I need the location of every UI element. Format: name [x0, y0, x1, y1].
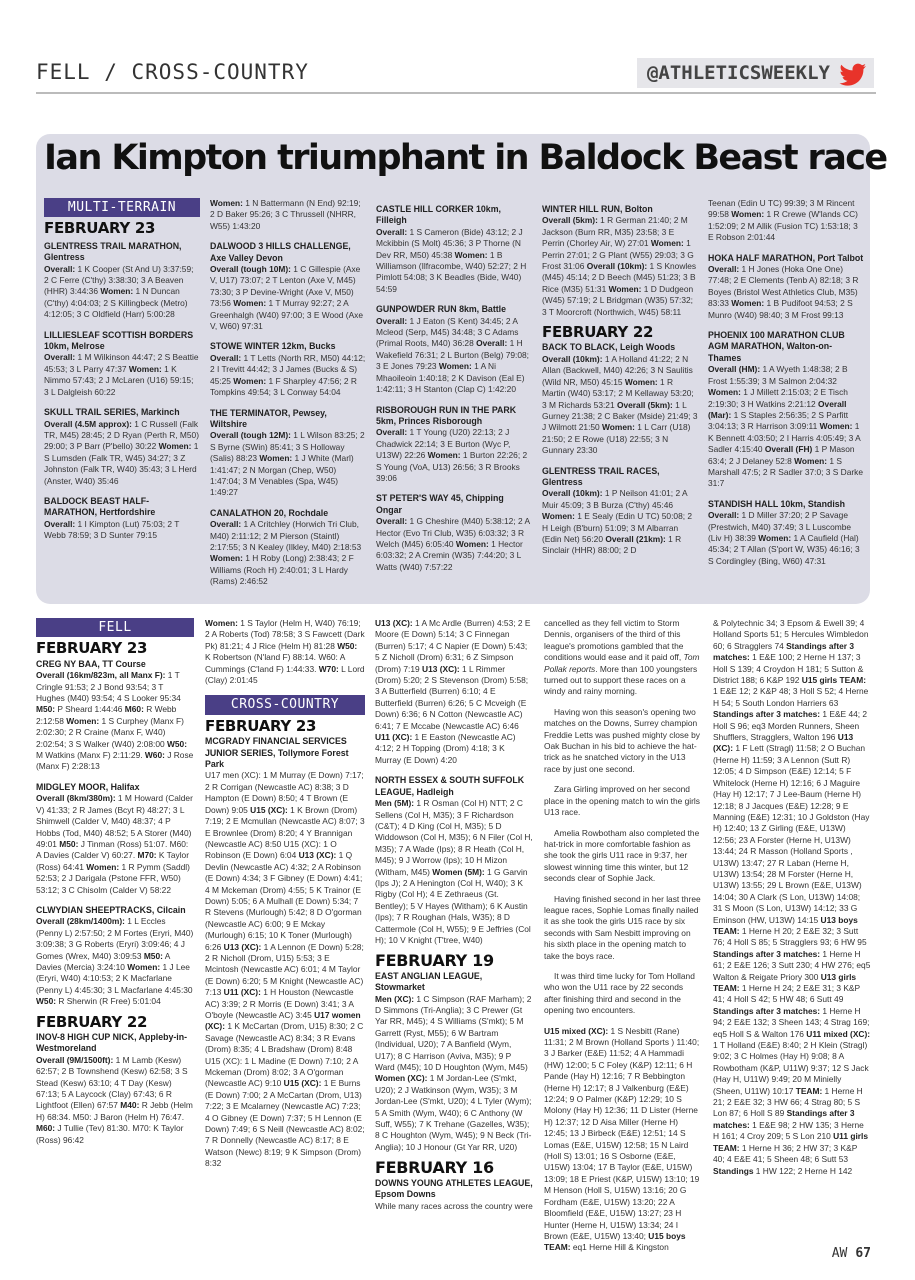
result-label: M50:: [59, 838, 79, 849]
result-label: Men (XC):: [375, 993, 415, 1004]
event-title: EAST ANGLIAN LEAGUE, Stowmarket: [375, 970, 483, 993]
result-label: Women:: [100, 286, 134, 297]
event-title: DOWNS YOUNG ATHLETES LEAGUE, Epsom Downs: [375, 1177, 533, 1200]
cross-country-tag: CROSS-COUNTRY: [205, 695, 365, 714]
result-paragraph: cancelled as they fell victim to Storm Dennis, organisers of the third of this league's promotions gambled that the conditions would ease and it paid off, Tom Pollak reports. More than 100 youngsters turned out to support these races on a windy and rainy morning.: [544, 618, 700, 697]
result-label: Women:: [210, 198, 243, 208]
results-block: [205, 736, 365, 1169]
result-paragraph: NORTH ESSEX & SOUTH SUFFOLK LEAGUE, Hadleigh Men (5M): 1 R Osman (Col H) NTT; 2 C Sellens (Col H, M35); 3 F Richardson (C&T); 4 D King (Col H, M35); 5 D Widdowson (Col H, M35); 6 N Filer (Col H, M35); 7 A Wade (Ips); 8 R Heath (Col H, M45); 9 J Worrow (Ips); 10 H Mizon (Witham, M45) Women (5M): 1 G Garvin (Ips J); 2 A Henington (Col H, W40); 3 K Rigby (Col H); 4 E Zethraeus (Gt. Bentley); 5 V Hayes (Witham); 6 K Austin (Ips); 7 R Roughan (Hals, W35); 8 D Cattermole (Col H, W55); 9 E Jeffries (Col H); 10 V Knight (T'tree, W40): [375, 775, 533, 945]
result-label: Women:: [542, 511, 575, 522]
date-heading: FEBRUARY 22: [36, 1012, 148, 1031]
date-heading: FEBRUARY 23: [36, 639, 148, 658]
result-paragraph: MCGRADY FINANCIAL SERVICES JUNIOR SERIES, Tollymore Forest Park U17 men (XC): 1 M Murray (E Down) 7:17; 2 R Corrigan (Newcastle AC) 8:38; 3 D Hampton (E Down) 8:50; 4 T Brown (E Down) 9:05 U15 (XC): 1 K Brown (Drom) 7:19; 2 E Mcmullan (Newcastle AC) 8:07; 3 E Brownlee (Drom) 8:20; 4 Y Brannigan (Newcastle AC) 8:50 U15 (XC): 1 O Robinson (E Down) 6:04 U13 (XC): 1 Q Devlin (Newcastle AC) 4:32; 2 A Robinson (E Down) 4:34; 3 F Gibney (E Down) 4:41; 4 M Mckeman (Drom) 4:55; 5 K Trainor (E Down) 5:05; 6 A Mulhall (E Down) 5:34; 7 R Stevens (Murlough) 5:42; 8 D O'gorman (Newcastle AC) 6:00; 9 E Mckay (Murlough) 6:15; 10 K Toner (Murlough) 6:26 U13 (XC): 1 A Lennon (E Down) 5:28; 2 R Nicholl (Drom, U15) 5:53; 3 E Mcintosh (Newcastle AC) 6:01; 4 M Taylor (E Down) 6:20; 5 M Knight (Newcastle AC) 7:13 U11 (XC): 1 H Houston (Newcastle AC) 3:39; 2 R Morris (E Down) 3:41; 3 A O'boyle (Newcastle AC) 3:45 U17 women (XC): 1 K McCartan (Drom, U15) 8:30; 2 C Savage (Newcastle AC) 8:34; 3 R Evans (Drom) 8:35; 4 L Bradshaw (Drom) 8:48 U15 (XC): 1 L Madine (E Down) 7:10; 2 A Mckeman (Drom) 8:02; 3 A O'gorman (Newcastle AC) 9:10 U15 (XC): 1 E Burns (E Down) 7:00; 2 A McCartan (Drom, U13) 7:22; 3 E Mcalarney (Newcastle AC) 7:23; 4 O Gibney (E Down) 7:37; 5 H Lennon (E Down) 7:49; 6 S Neill (Newcastle AC) 8:02; 7 R Donnelly (Newcastle AC) 8:17; 8 E Watson (Newc) 8:19; 9 K Simpson (Drom) 8:32: [205, 736, 365, 1169]
result-paragraph: FEBRUARY 16 DOWNS YOUNG ATHLETES LEAGUE, Epsom Downs While many races across the country were: [375, 1158, 533, 1211]
result-label: U15 (XC):: [250, 804, 288, 815]
event-title: BALDOCK BEAST HALF-MARATHON, Hertfordshire: [44, 495, 156, 518]
result-label: Standings after 3 matches:: [713, 1005, 821, 1016]
result-label: Overall (Mar):: [708, 398, 847, 420]
date-heading: FEBRUARY 23: [44, 219, 156, 238]
result-label: U17 women (XC):: [205, 1010, 361, 1032]
result-label: Overall:: [44, 518, 76, 529]
result-label: Overall (FH): [764, 444, 813, 455]
top-bar: [36, 56, 874, 92]
result-label: Women:: [128, 363, 162, 374]
result-paragraph: HOKA HALF MARATHON, Port Talbot Overall: 1 H Jones (Hoka One One) 77:48; 2 E Clements (Tenb A) 82:18; 3 R Boyes (Bristol West Athletics Club, M35) 83:33 Women: 1 B Pudifoot 94:53; 2 S Munro (W40) 98:40; 3 M Frost 99:13: [708, 252, 864, 320]
result-label: W50:: [36, 996, 57, 1007]
result-label: U15 boys TEAM:: [544, 1230, 686, 1253]
result-label: Overall (21km):: [605, 533, 666, 544]
date-heading: FEBRUARY 23: [205, 716, 317, 735]
result-label: M60:: [124, 704, 144, 715]
results-block: [44, 241, 200, 542]
event-title: ST PETER'S WAY 45, Chipping Ongar: [376, 493, 504, 515]
result-label: Overall:: [376, 226, 408, 237]
result-label: U13 (XC):: [223, 941, 262, 952]
event-title: GUNPOWDER RUN 8km, Battle: [376, 304, 507, 315]
result-label: Overall:: [210, 519, 242, 530]
event-title: RISBOROUGH RUN IN THE PARK 5km, Princes Risborough: [376, 404, 517, 426]
result-label: Overall (tough 12M):: [210, 430, 291, 441]
event-title: SKULL TRAIL SERIES, Markinch: [44, 407, 180, 418]
event-title: HOKA HALF MARATHON, Port Talbot: [708, 252, 864, 263]
lower-col-2: [205, 618, 365, 1179]
result-label: U11 mixed (XC):: [806, 1028, 871, 1039]
result-paragraph: PHOENIX 100 MARATHON CLUB AGM MARATHON, Walton-on-Thames Overall (HM): 1 A Wyeth 1:48:38; 2 B Frost 1:55:39; 3 M Salmon 2:04:32 Women: 1 J Millett 2:15:03; 2 E Tisch 2:19:30; 3 H Watkins 2:21:12 Overall (Mar): 1 S Staples 2:56:35; 2 S Parfitt 3:04:13; 3 R Harrison 3:09:11 Women: 1 K Bennett 4:03:50; 2 I Harris 4:05:49; 3 A Sadler 4:15:40 Overall (FH) 1 P Mason 63:4; 2 J Delaney 52:8 Women: 1 S Marshall 47:5; 2 R Sadler 37:0; 3 S Darke 31:7: [708, 330, 864, 489]
result-label: U13 boys TEAM:: [713, 914, 858, 936]
result-label: Standings after 3 matches:: [713, 1108, 855, 1130]
result-label: Overall:: [44, 352, 76, 363]
result-label: Standings after 3 matches:: [713, 709, 821, 720]
result-label: Women:: [794, 455, 828, 466]
lower-col-4: [544, 618, 702, 1263]
result-paragraph: LILLIESLEAF SCOTTISH BORDERS 10km, Melrose Overall: 1 M Wilkinson 44:47; 2 S Beattie 45:53; 3 L Parry 47:37 Women: 1 K Nimmo 57:43; 2 J McLaren (U16) 59:15; 3 L Dalgleish 60:22: [44, 329, 199, 397]
event-title: GLENTRESS TRAIL MARATHON, Glentress: [44, 240, 182, 263]
event-title: MCGRADY FINANCIAL SERVICES JUNIOR SERIES, Tollymore Forest Park: [205, 736, 349, 770]
event-title: CLWYDIAN SHEEPTRACKS, Cilcain: [36, 904, 186, 915]
result-label: Women:: [86, 861, 120, 872]
result-label: Overall (5km):: [616, 399, 673, 410]
event-title: MIDGLEY MOOR, Halifax: [36, 781, 140, 792]
result-paragraph: STOWE WINTER 12km, Bucks Overall: 1 T Letts (North RR, M50) 44:12; 2 I Trevitt 44:42; 3 J James (Bucks & S) 45:25 Women: 1 F Sharpley 47:56; 2 R Tompkins 49:54; 3 L Conway 54:04: [210, 341, 366, 398]
result-paragraph: GLENTRESS TRAIL RACES, Glentress Overall (10km): 1 P Neilson 41:01; 2 A Muir 45:09; 3 B Burza (C'thy) 45:46 Women: 1 E Sealy (Edin U TC) 50:08; 2 H Leigh (B'burn) 51:09; 3 M Albarran (Edin Net) 56:20 Overall (21km): 1 R Sinclair (HHR) 88:00; 2 D: [542, 466, 698, 557]
result-label: Women:: [210, 553, 243, 564]
result-label: Standings after 3 matches:: [713, 640, 855, 663]
result-paragraph: U13 (XC): 1 A Mc Ardle (Burren) 4:53; 2 E Moore (E Down) 5:14; 3 C Finnegan (Burren) 5:17; 4 C Napier (E Down) 5:43; 5 Z Nicholl (Drom) 6:31; 6 Z Simpson (Drom) 7:19 U13 (XC): 1 L Rimmer (Drom) 5:20; 2 S Stevenson (Drom) 5:58; 3 A Butterfield (Burren) 6:10; 4 E Butterfield (Burren) 6:26; 5 C Mcveigh (E Down) 6:36; 6 N Cotton (Newcastle AC) 6:41; 7 E Mccabe (Newcastle AC) 6:46 U11 (XC): 1 E Easton (Newcastle AC) 4:12; 2 H Topping (Drom) 4:18; 3 K Murray (E Down) 4:20: [375, 618, 531, 765]
result-label: Overall:: [376, 427, 408, 438]
result-label: Overall:: [708, 510, 740, 521]
result-label: U13 (XC):: [422, 663, 460, 674]
result-label: Women:: [758, 532, 792, 543]
result-label: Women:: [708, 387, 741, 398]
result-label: U13 (XC):: [298, 850, 337, 861]
handle-text: @ATHLETICSWEEKLY: [646, 62, 830, 84]
result-label: Overall (5km):: [542, 215, 598, 226]
result-label: Women:: [66, 715, 100, 726]
result-label: Women:: [731, 209, 765, 220]
event-title: GLENTRESS TRAIL RACES, Glentress: [542, 465, 660, 487]
page-number: 67: [855, 1246, 871, 1261]
result-label: Women:: [233, 375, 267, 386]
result-paragraph: RISBOROUGH RUN IN THE PARK 5km, Princes Risborough Overall: 1 T Young (U20) 22:13; 2 J Chadwick 22:14; 3 E Burton (Wyc P, U13W) 22:26 Women: 1 Burton 22:26; 2 S Young (VoA, U13) 26:56; 3 R Brooks 39:06: [376, 405, 532, 485]
event-title: CANALATHON 20, Rochdale: [210, 507, 329, 518]
result-label: Women:: [602, 422, 635, 433]
section-label: FELL / CROSS-COUNTRY: [36, 60, 309, 84]
result-paragraph: It was third time lucky for Tom Holland who won the U11 race by 22 seconds after finishing third and second in the opening two encounters.: [544, 970, 695, 1016]
result-paragraph: ST PETER'S WAY 45, Chipping Ongar Overall: 1 G Cheshire (M40) 5:38:12; 2 A Hector (Evo Tri Club, W35) 6:03:32; 3 R Welch (M45) 6:05:40 Women: 1 Hector 6:03:32; 2 A Cremin (W35) 7:44:20; 3 L Watts (W40) 7:57:22: [376, 493, 532, 573]
results-block: [36, 659, 194, 1008]
headline: Ian Kimpton triumphant in Baldock Beast race: [44, 138, 887, 178]
result-label: M50:: [143, 950, 163, 961]
multi-col-1: [44, 198, 200, 551]
result-label: Overall (9M/1500ft):: [36, 1054, 114, 1065]
date-heading: FEBRUARY 19: [375, 951, 494, 971]
result-label: Standings: [713, 1165, 754, 1176]
event-title: LILLIESLEAF SCOTTISH BORDERS 10km, Melrose: [44, 329, 194, 352]
result-label: Overall (10km):: [586, 261, 648, 272]
result-paragraph: Teenan (Edin U TC) 99:39; 3 M Rincent 99:58 Women: 1 R Crewe (W'lands CC) 1:52:09; 2 M Allik (Fusion TC) 1:53:18; 3 E Robson 2:01:44: [708, 198, 858, 243]
fell-col: [36, 618, 194, 1155]
fell-tag: FELL: [36, 618, 194, 637]
result-label: Women:: [127, 961, 161, 972]
result-label: Overall:: [44, 263, 76, 274]
multi-col-4: [542, 198, 698, 566]
page-footer: [832, 1246, 871, 1261]
result-paragraph: FEBRUARY 19 EAST ANGLIAN LEAGUE, Stowmarket Men (XC): 1 C Simpson (RAF Marham); 2 D Simmons (Tri-Anglia); 3 C Prewer (Gt Yar RR, M45); 4 S Williams (S'mkt); 5 M Garrett (Ryst, M55); 6 W Bartram (Individual, U20); 7 A Banfield (Wym, U17); 8 C Harrison (Aviva, M35); 9 P Ward (M45); 10 D Houghton (Wym, M45) Women (XC): 1 M Jordan-Lee (S'mkt, U20); 2 J Watkinson (Wym, W35); 3 M Jordan-Lee (S'mkt, U20); 4 L Tyler (Wym); 5 A Smith (Wym, W40); 6 C Anthony (W Suff, W55); 7 K Trehane (Gazelles, W35); 8 C Houghton (Wym, W45); 9 N Beck (Tri-Anglia); 10 J Honour (Gt Yar RR, U20): [375, 951, 532, 1152]
result-label: Women:: [233, 298, 267, 309]
result-paragraph: GUNPOWDER RUN 8km, Battle Overall: 1 J Eaton (S Kent) 34:45; 2 A Mcleod (Serp, M45) 34:48; 3 C Adams (Primal Roots, M40) 36:28 Overall: 1 H Wakefield 76:31; 2 L Burton (Belg) 79:08; 3 E Jones 79:23 Women: 1 A Ni Mhaoileoin 1:40:18; 2 K Davison (Eal E) 1:42:11; 3 H Stanton (Clap C) 1:42:20: [376, 304, 532, 395]
result-label: Women:: [438, 361, 472, 372]
result-paragraph: Amelia Rowbotham also completed the hat-trick in more comfortable fashion as she took the girls U11 race in 9:37, her slowest winning time this winter, but 12 seconds clear of Sophie Jack.: [544, 827, 700, 884]
multi-col-2: [210, 198, 366, 597]
results-block: [36, 1032, 194, 1146]
event-title: INOV-8 HIGH CUP NICK, Appleby-in-Westmoreland: [36, 1032, 188, 1054]
result-paragraph: Women: 1 N Battermann (N End) 92:19; 2 D Baker 95:26; 3 C Thrussell (NHRR, W55) 1:43:20: [210, 198, 361, 231]
result-label: Overall:: [210, 352, 242, 363]
result-paragraph: U15 mixed (XC): 1 S Nesbitt (Rane) 11:31; 2 M Brown (Holland Sports ) 11:40; 3 J Barker (E&E) 11:52; 4 A Hammadi (HW) 12:00; 5 C Foley (K&P) 12:11; 6 H Pande (Hay H) 12:16; 7 R Bebbington (Herne H) 12:17; 8 J Valkenburg (E&E) 12:24; 9 O Palmer (K&P) 12:29; 10 S Molony (Hay H) 12:36; 11 D Lister (Herne H) 12:37; 12 D Aisa Miller (Herne H) 12:45; 13 J Birbeck (E&E) 12:51; 14 S Lomas (E&E, U15W) 12:58; 15 N Laird (Holl S) 13:01; 16 S Osborne (E&E, U15W) 13:04; 17 B Taylor (E&E, U15W) 13:09; 18 E Priest (K&P, U15W) 13:10; 19 M Henson (Holl S, U15W) 13:16; 20 G Fordham (E&E, U15W) 13:20; 22 A Bloomfield (E&E, U15W) 13:27; 23 H Hunter (Herne H, U15W) 13:34; 24 I Brown (E&E, U15W) 13:40; U15 boys TEAM: eq1 Herne Hill & Kingston: [544, 1025, 700, 1253]
result-paragraph: CLWYDIAN SHEEPTRACKS, Cilcain Overall (28km/1400m): 1 L Eccles (Penny L) 2:57:50; 2 M Fortes (Eryri, M40) 3:09:38; 3 G Roberts (Eryri) 3:09:46; 4 J Gomes (Wrex, M40) 3:09:53 M50: A Davies (Mercia) 3:24:10 Women: 1 J Lee (Eryri, W40) 4:10:53; 2 K Macfarlane (Penny L) 4:45:30; 3 L Macfarlane 4:45:30 W50: R Sherwin (R Free) 5:01:04: [36, 904, 194, 1007]
date-heading: FEBRUARY 16: [375, 1158, 494, 1178]
result-paragraph: INOV-8 HIGH CUP NICK, Appleby-in-Westmoreland Overall (9M/1500ft): 1 M Lamb (Kesw) 62:57; 2 B Townshend (Kesw) 62:58; 3 S Stead (Kesw) 63:10; 4 T Day (Kesw) 67:13; 5 A Laycock (Clay) 67:43; 6 R Lightfoot (Ellen) 67:57 M40: R Jebb (Helm H) 68:34. M50: J Baron (Helm H) 76:47. M60: J Tullie (Tev) 81:30. M70: K Taylor (Ross) 96:42: [36, 1032, 193, 1145]
result-label: Overall:: [476, 338, 508, 349]
twitter-bird-icon: [838, 61, 868, 89]
result-label: M40:: [120, 1100, 140, 1111]
multi-terrain-tag: MULTI-TERRAIN: [44, 198, 200, 217]
event-title: STOWE WINTER 12km, Bucks: [210, 341, 336, 352]
result-label: U13 girls TEAM:: [713, 971, 857, 993]
result-label: W50:: [166, 738, 187, 749]
result-paragraph: Having finished second in her last three league races, Sophie Lomas finally nailed it as she took the girls U15 race by six seconds with Sam Nesbitt improving on his sixth place in the opening match to take the boys race.: [544, 893, 701, 961]
result-label: Women:: [731, 298, 765, 309]
result-label: M70:: [137, 850, 157, 861]
event-title: DALWOOD 3 HILLS CHALLENGE, Axe Valley Devon: [210, 241, 351, 263]
result-label: Women:: [454, 249, 488, 260]
results-block: [205, 618, 365, 686]
event-title: WINTER HILL RUN, Bolton: [542, 204, 653, 214]
result-label: Overall:: [376, 315, 408, 326]
result-label: TEAM:: [795, 1085, 823, 1096]
result-label: U13 (XC):: [713, 732, 854, 754]
result-paragraph: Zara Girling improved on her second place in the opening match to win the girls U13 race.: [544, 784, 700, 818]
event-title: CASTLE HILL CORKER 10km, Filleigh: [376, 204, 501, 226]
result-paragraph: CASTLE HILL CORKER 10km, Filleigh Overall: 1 S Cameron (Bide) 43:12; 2 J Mckibbin (S Molt) 45:36; 3 P Thorne (N Dev RR, M50) 45:38 Women: 1 B Williamson (Ilfracombe, W40) 52:27; 2 H Pimlott 54:08; 3 K Beadles (Bide, W40) 54:59: [376, 204, 532, 295]
result-paragraph: SKULL TRAIL SERIES, Markinch Overall (4.5M approx): 1 C Russell (Falk TR, M45) 28:45; 2 D Ryan (Perth R, M50) 29:00; 3 P Barr (P'bello) 30:22 Women: 1 S Lumsden (Falk TR, W45) 34:27; 3 Z Johnston (Falk TR, W40) 35:43; 3 L Herd (Anster, W40) 35:46: [44, 407, 199, 486]
result-label: Overall (tough 10M):: [210, 264, 291, 275]
result-label: U15 (XC):: [283, 1078, 322, 1089]
event-title: STANDISH HALL 10km, Standish: [708, 498, 846, 509]
result-label: Women (5M):: [432, 866, 485, 877]
result-label: Women:: [427, 450, 461, 461]
result-label: U15 girls TEAM:: [801, 675, 866, 686]
lower-col-3: [375, 618, 533, 1221]
event-title: BACK TO BLACK, Leigh Woods: [542, 342, 676, 353]
result-label: W60:: [144, 750, 165, 761]
result-label: Overall (28km/1400m):: [36, 916, 125, 927]
result-label: Women:: [455, 538, 489, 549]
result-label: Women:: [158, 441, 192, 452]
result-label: Tom Pollak reports: [544, 652, 700, 674]
result-label: W70:: [318, 663, 339, 674]
result-paragraph: Women: 1 S Taylor (Helm H, W40) 76:19; 2 A Roberts (Tod) 78:58; 3 S Fawcett (Dark Pk) 81:21; 4 J Rice (Helm H) 81:28 W50: K Robertson (N'land F) 88:14. W60: A Cummings (C'land F) 1:44:33. W70: L Lord (Clay) 2:01:45: [205, 618, 365, 686]
result-label: Women:: [650, 238, 684, 249]
result-label: Women:: [819, 421, 853, 432]
result-label: Overall (HM):: [708, 364, 761, 375]
magazine-name: AW: [831, 1246, 848, 1261]
result-label: Overall (16km/823m, all Manx F):: [36, 670, 166, 681]
event-title: PHOENIX 100 MARATHON CLUB AGM MARATHON, Walton-on-Thames: [708, 330, 845, 363]
result-label: M50:: [36, 704, 56, 715]
result-label: U11 girls TEAM:: [713, 1131, 869, 1153]
result-label: Standings after 3 matches:: [713, 948, 821, 959]
result-label: U13 (XC):: [375, 618, 413, 628]
result-label: Overall (8km/380m):: [36, 793, 116, 804]
result-label: W50:: [337, 640, 358, 651]
result-paragraph: MIDGLEY MOOR, Halifax Overall (8km/380m): 1 M Howard (Calder V) 41:33; 2 R James (Bcyt R) 48:27; 3 L Shimwell (Calder V, M40) 48:37; 4 P Hobbs (Tod, M40) 48:52; 5 A Storer (M40) 49:01 M50: J Tinman (Ross) 51:07. M60: A Davies (Calder V) 60:27. M70: K Taylor (Ross) 64:41 Women: 1 R Pymm (Saddl) 52:53; 2 J Darigala (Pstone FFR, W50) 53:12; 3 C Chisolm (Calder V) 58:22: [36, 781, 193, 895]
result-label: U11 (XC):: [375, 732, 413, 743]
result-label: Women (XC):: [375, 1073, 428, 1084]
lower-col-5: [713, 618, 871, 1186]
result-label: Overall:: [376, 516, 408, 527]
twitter-handle[interactable]: [637, 58, 874, 88]
result-label: Overall (10km):: [542, 353, 603, 364]
result-label: Women:: [205, 618, 238, 628]
result-paragraph: THE TERMINATOR, Pewsey, Wiltshire Overall (tough 12M): 1 L Wilson 83:25; 2 S Byrne (SWin) 85:41; 3 S Holloway (Salis) 88:23 Women: 1 J White (Marl) 1:41:47; 2 N Morgan (Chep, W50) 1:47:04; 3 M Venables (Spa, W45) 1:49:27: [210, 407, 365, 498]
result-label: M60:: [36, 1123, 56, 1134]
result-paragraph: CANALATHON 20, Rochdale Overall: 1 A Critchley (Horwich Tri Club, M40) 2:11:12; 2 M Pierson (Staintl) 2:17:55; 3 N Kealey (Ilkley, M40) 2:18:53 Women: 1 H Roby (Long) 2:38:43; 2 F Williams (Roch H) 2:40:01; 3 L Hardy (Rams) 2:46:52: [210, 508, 366, 588]
date-heading: FEBRUARY 22: [542, 323, 654, 342]
result-paragraph: Having won this season's opening two matches on the Downs, Surrey champion Freddie Letts was pushed mighty close by Oak Buchan in his bid to achieve the hat-trick as he snatched victory in the U13 race by just one second.: [544, 706, 700, 774]
result-label: Women:: [608, 283, 642, 294]
result-paragraph: GLENTRESS TRAIL MARATHON, Glentress Overall: 1 K Cooper (St And U) 3:37:59; 2 C Ferre (C'thy) 3:38:30; 3 A Beaven (HHR) 3:44:36 Women: 1 N Duncan (C'thy) 4:04:03; 2 S Killingbeck (Metro) 4:12:05; 3 C Oldfield (Harr) 5:00:28: [44, 241, 200, 321]
result-paragraph: BALDOCK BEAST HALF-MARATHON, Hertfordshire Overall: 1 I Kimpton (Lut) 75:03; 2 T Webb 78:59; 3 D Sunter 79:15: [44, 496, 200, 542]
result-paragraph: CREG NY BAA, TT Course Overall (16km/823m, all Manx F): 1 T Cringle 91:53; 2 J Bond 93:54; 3 T Hughes (M40) 93:54; 4 S Looker 95:34 M50: P Sheard 1:44:46 M60: R Webb 2:12:58 Women: 1 S Curphey (Manx F) 2:02:30; 2 R Craine (Manx F, W40) 2:02:54; 3 S Walker (W40) 2:08:00 W50: M Watkins (Manx F) 2:11:29. W60: J Rose (Manx F) 2:28:13: [36, 658, 194, 772]
event-title: CREG NY BAA, TT Course: [36, 658, 146, 669]
result-label: Women:: [259, 453, 293, 464]
result-label: Overall (4.5M approx):: [44, 418, 132, 429]
multi-col-3: [376, 198, 532, 582]
result-label: Overall (10km):: [542, 488, 603, 499]
result-label: Overall:: [708, 264, 740, 275]
result-paragraph: STANDISH HALL 10km, Standish Overall: 1 D Miller 37:20; 2 P Savage (Prestwich, M40) 37:49; 3 L Luscombe (Liv H) 38:39 Women: 1 A Caufield (Hal) 45:34; 2 T Allan (S'port W, W35) 46:16; 3 S Cordingley (Bing, W60) 47:31: [708, 499, 864, 567]
event-title: THE TERMINATOR, Pewsey, Wiltshire: [210, 407, 327, 429]
result-label: Men (5M):: [375, 798, 415, 809]
result-paragraph: WINTER HILL RUN, Bolton Overall (5km): 1 R German 21:40; 2 M Jackson (Burn RR, M35) 23:58; 3 E Perrin (Chorley Air, W) 27:01 Women: 1 Perrin 27:01; 2 G Plant (W55) 29:03; 3 G Frost 31:06 Overall (10km): 1 S Knowles (M45) 45:14; 2 D Beech (M45) 51:23; 3 B Rice (M35) 51:31 Women: 1 D Dudgeon (W45) 57:19; 2 L Bridgman (W35) 57:32; 3 T Moorcroft (Northwich, W45) 58:11: [542, 204, 697, 317]
header-rule: [36, 92, 876, 94]
multi-col-5: [708, 198, 864, 576]
result-paragraph: DALWOOD 3 HILLS CHALLENGE, Axe Valley Devon Overall (tough 10M): 1 C Gillespie (Axe V, U17) 73:07; 2 T Lenton (Axe V, M45) 73:30; 3 P Devine-Wright (Axe V, M50) 73:56 Women: 1 T Murray 92:27; 2 A Greenhalgh (W40) 97:00; 3 E Wood (Axe V, W60) 97:31: [210, 241, 366, 332]
result-paragraph: FEBRUARY 22 BACK TO BLACK, Leigh Woods Overall (10km): 1 A Holland 41:22; 2 N Allan (Backwell, M40) 42:26; 3 N Saulitis (Wild NR, M50) 45:15 Women: 1 R Martin (W40) 53:17; 2 M Kellaway 53:20; 3 M Richards 53:21 Overall (5km): 1 L Gurney 21:38; 2 C Baker (Mside) 21:49; 3 J Wilmott 21:50 Women: 1 L Carr (U18) 21:50; 2 E Rowe (U18) 22:55; 3 N Gunnary 23:30: [542, 323, 698, 456]
result-label: Women:: [624, 376, 658, 387]
event-title: NORTH ESSEX & SOUTH SUFFOLK LEAGUE, Hadleigh: [375, 775, 525, 797]
result-label: U15 mixed (XC):: [544, 1025, 609, 1036]
result-label: U11 (XC):: [223, 987, 261, 998]
result-paragraph: & Polytechnic 34; 3 Epsom & Ewell 39; 4 Holland Sports 51; 5 Hercules Wimbledon 60; 6 Stragglers 74 Standings after 3 matches: 1 E&E 100; 2 Herne H 137; 3 Holl S 139; 4 Croydon H 181; 5 Sutton & District 188; 6 K&P 192 U15 girls TEAM: 1 E&E 12; 2 K&P 48; 3 Holl S 52; 4 Herne H 54; 5 South London Harriers 63 Standings after 3 matches: 1 E&E 44; 2 Holl S 96; eq3 Morden Runners, Sheen Shufflers, Stragglers, Walton 196 U13 (XC): 1 F Lett (Stragl) 11:58; 2 O Buchan (Herne H) 11:59; 3 A Lennon (Sutt R) 12:05; 4 D Simpson (E&E) 12:14; 5 F Whitelock (Herne H) 12:16; 6 J Maguire (Hay H) 12:17; 7 J Lee-Baum (Herne H) 12:18; 8 J Jacques (E&E) 12:28; 9 E Manning (E&E) 12:31; 10 J Goldston (Hay H) 12:40; 13 Z Girling (E&E, U13W) 12:56; 23 A Forster (Herne H, U13W) 13:44; 24 R Masson (Holland Sports , U13W) 13:47; 27 R Laban (Herne H, U13W) 13:54; 28 M Forster (Herne H, U13W) 13:55; 29 L Brown (E&E, U13W) 14:04; 30 A Clark (S Lon, U13W) 14:08; 31 S Moon (S Lon, U13W) 14:12; 33 G Eminson (HW, U13W) 14:15 U13 boys TEAM: 1 Herne H 20; 2 E&E 32; 3 Sutt 76; 4 Holl S 85; 5 Stragglers 93; 6 HW 95 Standings after 3 matches: 1 Herne H 61; 2 E&E 126; 3 Sutt 230; 4 HW 276; eq5 Walton & Reigate Priory 300 U13 girls TEAM: 1 Herne H 24; 2 E&E 31; 3 K&P 41; 4 Holl S 42; 5 HW 48; 6 Sutt 49 Standings after 3 matches: 1 Herne H 94; 2 E&E 132; 3 Sheen 143; 4 Strag 169; eq5 Holl S & Walton 176 U11 mixed (XC): 1 T Holland (E&E) 8:40; 2 H Klein (Stragl) 9:02; 3 C Holmes (Hay H) 9:08; 8 A Rowbotham (K&P, U11W) 9:37; 12 S Jack (Hay H, U11W) 9:49; 20 M Minielly (Sheen, U11W) 10:17 TEAM: 1 Herne H 21; 2 E&E 32; 3 HW 66; 4 Strag 80; 5 S Lon 87; 6 Holl S 89 Standings after 3 matches: 1 E&E 98; 2 HW 135; 3 Herne H 161; 4 Croy 209; 5 S Lon 210 U11 girls TEAM: 1 Herne H 36; 2 HW 37; 3 K&P 40; 4 E&E 41; 5 Sheen 48; 6 Sutt 53 Standings 1 HW 122; 2 Herne H 142: [713, 618, 871, 1176]
